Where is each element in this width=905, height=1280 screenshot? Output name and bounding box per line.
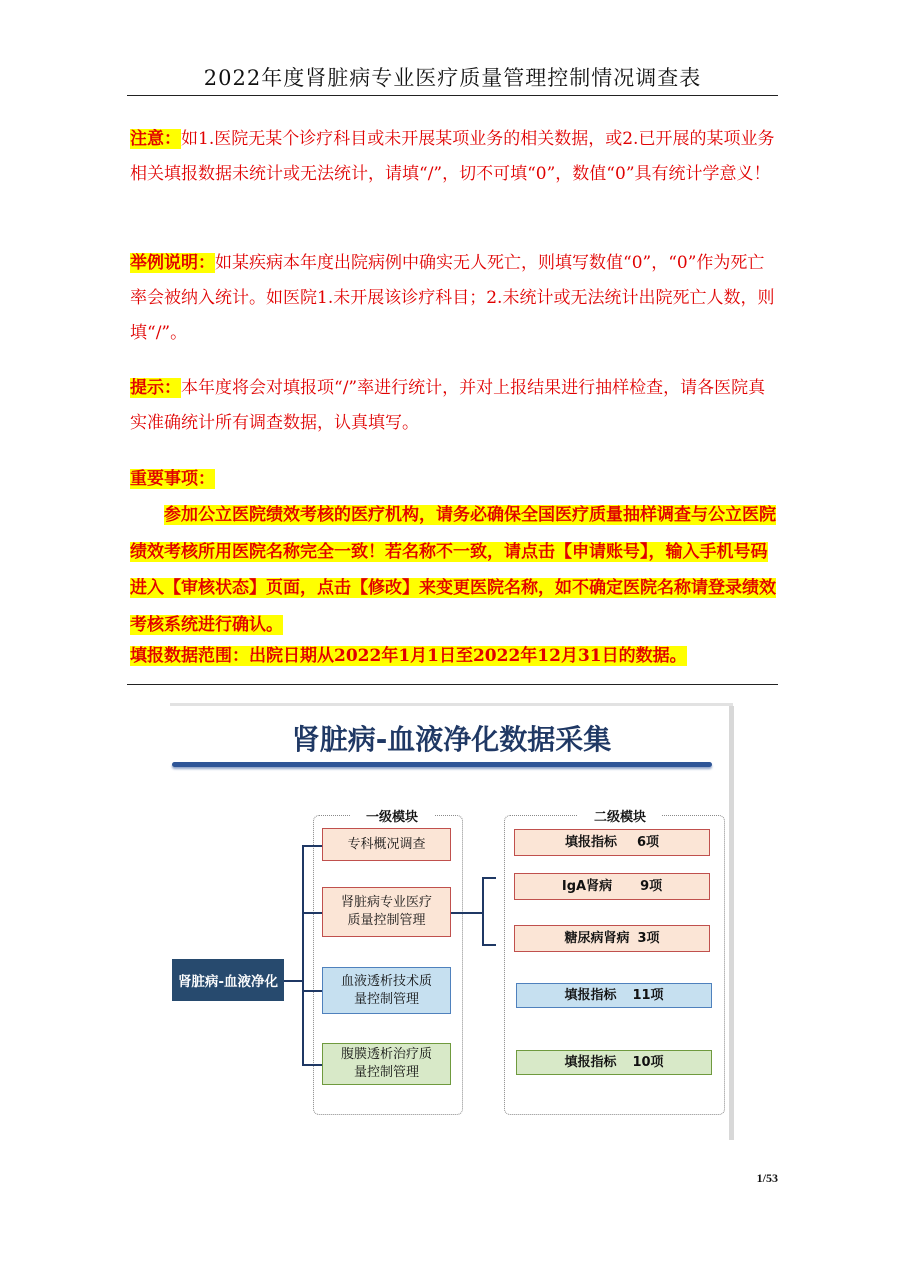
level2-name: IgA肾病 xyxy=(561,878,613,894)
level1-module: 专科概况调查 xyxy=(322,828,451,861)
header-rule xyxy=(127,95,778,96)
level2-name: 填报指标 xyxy=(564,834,617,850)
level2-branch xyxy=(482,944,496,946)
level2-branch xyxy=(482,877,496,879)
example-paragraph xyxy=(130,246,778,351)
notice-text: 如1.医院无某个诊疗科目或未开展某项业务的相关数据，或2.已开展的某项业务相关填报数据未统计或无法统计，请填“/”，切不可填“0”，数值“0”具有统计学意义！ xyxy=(130,129,775,184)
level2-module xyxy=(516,983,712,1008)
diagram-title: 肾脏病-血液净化数据采集 xyxy=(291,723,612,756)
level1-branch xyxy=(302,1064,322,1066)
level2-label: 二级模块 xyxy=(578,806,662,825)
figure-right-edge xyxy=(729,706,734,1140)
level2-bracket xyxy=(482,877,484,945)
level2-count: 10项 xyxy=(632,1054,664,1070)
level2-name: 糖尿病肾病 xyxy=(564,930,630,946)
root-connector xyxy=(284,980,302,982)
notice-paragraph xyxy=(130,122,778,192)
document-header-title: 2022年度肾脏病专业医疗质量管理控制情况调查表 xyxy=(203,66,702,90)
level1-module: 血液透析技术质量控制管理 xyxy=(322,967,451,1014)
hint-label: 提示： xyxy=(130,378,181,398)
level1-branch xyxy=(302,990,322,992)
level2-count: 3项 xyxy=(637,930,660,946)
figure-top-edge xyxy=(170,703,733,706)
level2-count: 11项 xyxy=(632,987,664,1003)
level1-bracket xyxy=(302,845,304,1065)
level2-connector xyxy=(451,912,483,914)
level2-module xyxy=(514,925,710,952)
data-range-text: 填报数据范围：出院日期从2022年1月1日至2022年12月31日的数据。 xyxy=(130,646,687,666)
level1-label: 一级模块 xyxy=(350,806,434,825)
level1-module: 肾脏病专业医疗质量控制管理 xyxy=(322,887,451,937)
page-number: 1/53 xyxy=(756,1171,778,1185)
level1-branch xyxy=(302,912,322,914)
example-label: 举例说明： xyxy=(130,253,215,273)
level2-name: 填报指标 xyxy=(564,987,617,1003)
hint-text: 本年度将会对填报项“/”率进行统计，并对上报结果进行抽样检查，请各医院真实准确统计所有调查数据，认真填写。 xyxy=(130,378,766,433)
level1-branch xyxy=(302,845,322,847)
level2-module xyxy=(514,873,710,900)
data-range-paragraph xyxy=(130,638,778,675)
level2-module xyxy=(516,1050,712,1075)
important-text: 参加公立医院绩效考核的医疗机构，请务必确保全国医疗质量抽样调查与公立医院绩效考核所用医院名称完全一致！若名称不一致，请点击【申请账号】，输入手机号码进入【审核状态】页面，点击【修改】来变更医院名称，如不确定医院名称请登录绩效考核系统进行确认。 xyxy=(130,505,776,635)
section-rule xyxy=(127,684,778,685)
level2-module xyxy=(514,829,710,856)
level2-count: 9项 xyxy=(640,878,663,894)
example-text: 如某疾病本年度出院病例中确实无人死亡，则填写数值“0”，“0”作为死亡率会被纳入统计。如医院1.未开展该诊疗科目；2.未统计或无法统计出院死亡人数，则填“/”。 xyxy=(130,253,775,343)
diagram-root-node: 肾脏病-血液净化 xyxy=(172,959,284,1001)
level2-count: 6项 xyxy=(636,834,660,850)
important-label: 重要事项： xyxy=(130,469,215,489)
notice-label: 注意： xyxy=(130,129,181,149)
level1-module: 腹膜透析治疗质量控制管理 xyxy=(322,1043,451,1085)
important-heading xyxy=(130,461,778,498)
level2-name: 填报指标 xyxy=(564,1054,617,1070)
important-paragraph xyxy=(130,497,778,643)
hint-paragraph xyxy=(130,371,778,441)
diagram-title-bar xyxy=(172,762,712,767)
